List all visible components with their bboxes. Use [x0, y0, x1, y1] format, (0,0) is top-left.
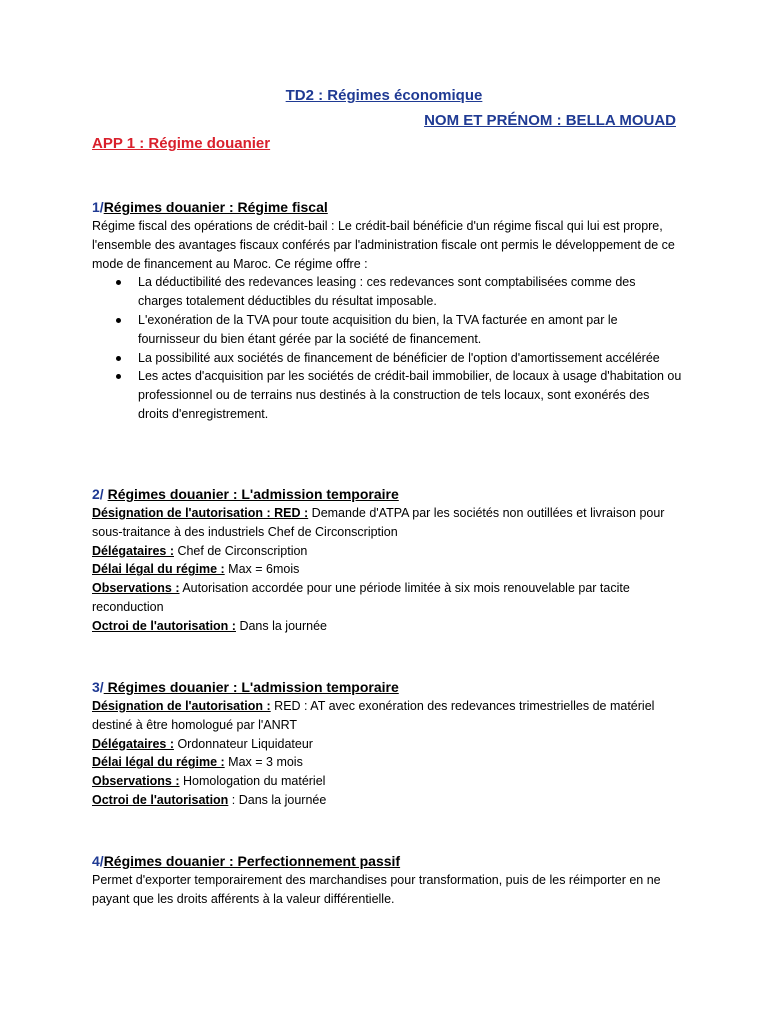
section-4-heading — [92, 851, 682, 871]
section-1-title: Régimes douanier : Régime fiscal — [103, 199, 328, 215]
field-row — [92, 560, 682, 579]
section-3-title: Régimes douanier : L'admission temporaire — [103, 679, 399, 695]
field-label: Délai légal du régime : — [92, 755, 225, 770]
section-1-intro: Régime fiscal des opérations de crédit-bail : Le crédit-bail bénéficie d'un régime fiscal qui lui est propre, l'ensemble des avantages fiscaux conférés par l'administration fiscale ont permis le développement de ce mode de financement au Maroc. Ce régime offre : — [92, 219, 675, 271]
section-3 — [92, 677, 682, 810]
section-3-heading — [92, 677, 682, 697]
section-1-number: 1/ — [92, 199, 104, 215]
field-row — [92, 791, 682, 810]
field-label: Octroi de l'autorisation — [92, 792, 229, 807]
field-label: Désignation de l'autorisation : RED : — [92, 506, 309, 520]
field-row — [92, 735, 682, 754]
section-1-bullets — [92, 273, 682, 423]
field-value: Max = 6mois — [224, 562, 300, 577]
field-value: Demande d'ATPA par les sociétés non outillées et livraison pour sous-traitance à des industriels Chef de Circonscription — [92, 506, 665, 539]
field-value: Ordonnateur Liquidateur — [173, 736, 313, 751]
bullet-item: La possibilité aux sociétés de financement de bénéficier de l'option d'amortissement accélérée — [138, 349, 682, 368]
field-row — [92, 617, 682, 636]
section-4-title: Régimes douanier : Perfectionnement passif — [103, 853, 401, 869]
field-label: Délégataires : — [92, 736, 174, 751]
author-name: NOM ET PRÉNOM : BELLA MOUAD — [424, 112, 676, 129]
field-value: Homologation du matériel — [179, 774, 326, 789]
field-value: Max = 3 mois — [224, 755, 303, 770]
field-value: : Dans la journée — [228, 792, 327, 807]
app-title: APP 1 : Régime douanier — [92, 135, 271, 152]
section-1-heading — [92, 197, 682, 217]
section-4-number: 4/ — [92, 853, 104, 869]
field-value: Autorisation accordée pour une période limitée à six mois renouvelable par tacite reconduction — [92, 581, 630, 614]
field-label: Délai légal du régime : — [92, 562, 225, 577]
section-3-number: 3/ — [92, 679, 104, 695]
field-row — [92, 579, 682, 617]
field-value: Dans la journée — [235, 618, 327, 633]
field-label: Observations : — [92, 581, 180, 596]
field-value: RED : AT avec exonération des redevances trimestrielles de matériel destiné à être homologué par l'ANRT — [92, 699, 655, 732]
section-2-heading — [92, 484, 682, 504]
section-4-text: Permet d'exporter temporairement des marchandises pour transformation, puis de les réimporter en ne payant que les droits afférents à la valeur différentielle. — [92, 873, 661, 906]
bullet-item: L'exonération de la TVA pour toute acquisition du bien, la TVA facturée en amont par le fournisseur du bien étant gérée par la société de financement. — [138, 311, 682, 349]
bullet-item: La déductibilité des redevances leasing : ces redevances sont comptabilisées comme des charges totalement déductibles du résultat imposable. — [138, 273, 682, 311]
bullet-item: Les actes d'acquisition par les sociétés de crédit-bail immobilier, de locaux à usage d'habitation ou professionnel ou de terrains nus destinés à la construction de tels locaux, sont exonérés des droits d'enregistrement. — [138, 367, 682, 423]
section-1 — [92, 197, 682, 424]
field-label: Désignation de l'autorisation : — [92, 699, 271, 713]
field-row — [92, 772, 682, 791]
field-label: Octroi de l'autorisation : — [92, 618, 236, 633]
field-row — [92, 542, 682, 561]
field-value: Chef de Circonscription — [173, 543, 308, 558]
section-4 — [92, 851, 682, 909]
field-row — [92, 697, 682, 735]
field-row — [92, 504, 682, 542]
field-label: Délégataires : — [92, 543, 174, 558]
section-2-number: 2/ — [92, 486, 104, 502]
section-2 — [92, 484, 682, 636]
field-label: Observations : — [92, 774, 180, 789]
section-2-title: Régimes douanier : L'admission temporaire — [107, 486, 399, 502]
field-row — [92, 753, 682, 772]
document-title: TD2 : Régimes économique — [285, 87, 483, 104]
